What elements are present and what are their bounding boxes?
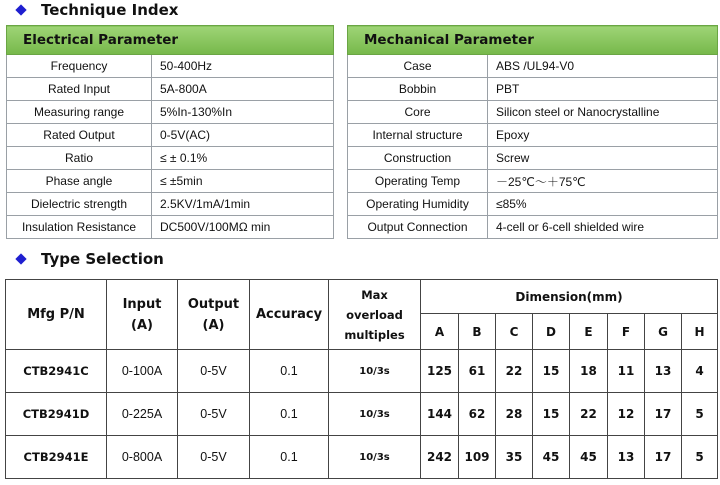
param-value: ABS /UL94-V0 <box>488 55 718 78</box>
param-label: Construction <box>348 147 488 170</box>
table-row <box>348 170 718 193</box>
param-label: Operating Temp <box>348 170 488 193</box>
table-row <box>348 124 718 147</box>
type-selection-title-text: Type Selection <box>41 250 164 268</box>
param-value: ≤ ± 0.1% <box>152 147 334 170</box>
table-row <box>7 216 334 239</box>
table-row <box>348 147 718 170</box>
param-value: DC500V/100MΩ min <box>152 216 334 239</box>
dimension-value: 5 <box>682 436 718 479</box>
accuracy-header: Accuracy <box>250 280 329 350</box>
dimension-value: 17 <box>645 436 682 479</box>
accuracy-value: 0.1 <box>250 393 329 436</box>
accuracy-value: 0.1 <box>250 436 329 479</box>
table-row <box>348 216 718 239</box>
output-header: Output (A) <box>178 280 250 350</box>
param-label: Case <box>348 55 488 78</box>
dimension-letter: E <box>570 314 608 350</box>
param-label: Core <box>348 101 488 124</box>
type-selection-title <box>14 249 164 269</box>
param-value: 0-5V(AC) <box>152 124 334 147</box>
dimension-value: 13 <box>645 350 682 393</box>
param-label: Output Connection <box>348 216 488 239</box>
dimension-value: 22 <box>496 350 533 393</box>
dimension-value: 12 <box>608 393 645 436</box>
dimension-value: 61 <box>459 350 496 393</box>
dimension-value: 242 <box>421 436 459 479</box>
output-value: 0-5V <box>178 393 250 436</box>
type-selection-table <box>5 279 718 479</box>
mfg-pn-header: Mfg P/N <box>6 280 107 350</box>
param-label: Rated Input <box>7 78 152 101</box>
table-row <box>348 78 718 101</box>
table-row <box>6 350 718 393</box>
dimension-value: 4 <box>682 350 718 393</box>
diamond-bullet-icon <box>15 4 26 15</box>
dimension-value: 11 <box>608 350 645 393</box>
param-value: Epoxy <box>488 124 718 147</box>
dimension-value: 45 <box>570 436 608 479</box>
part-number: CTB2941E <box>6 436 107 479</box>
diamond-bullet-icon <box>15 253 26 264</box>
dimension-letter: G <box>645 314 682 350</box>
accuracy-value: 0.1 <box>250 350 329 393</box>
param-value: 2.5KV/1mA/1min <box>152 193 334 216</box>
table-row <box>6 436 718 479</box>
param-label: Phase angle <box>7 170 152 193</box>
overload-header: Max overload multiples <box>329 280 421 350</box>
dimension-value: 18 <box>570 350 608 393</box>
param-value: －25℃～＋75℃ <box>488 170 718 193</box>
dimension-value: 5 <box>682 393 718 436</box>
param-label: Dielectric strength <box>7 193 152 216</box>
dimension-value: 144 <box>421 393 459 436</box>
dimension-value: 125 <box>421 350 459 393</box>
electrical-parameter-header: Electrical Parameter <box>7 26 334 55</box>
param-value: Screw <box>488 147 718 170</box>
table-row <box>348 101 718 124</box>
table-row <box>7 78 334 101</box>
param-value: ≤85% <box>488 193 718 216</box>
param-label: Rated Output <box>7 124 152 147</box>
dimension-value: 28 <box>496 393 533 436</box>
dimension-value: 15 <box>533 350 570 393</box>
param-label: Measuring range <box>7 101 152 124</box>
input-value: 0-800A <box>107 436 178 479</box>
param-value: ≤ ±5min <box>152 170 334 193</box>
technique-index-title <box>14 0 178 20</box>
param-label: Operating Humidity <box>348 193 488 216</box>
table-row <box>7 55 334 78</box>
param-label: Ratio <box>7 147 152 170</box>
overload-value: 10/3s <box>329 350 421 393</box>
output-value: 0-5V <box>178 436 250 479</box>
dimension-value: 15 <box>533 393 570 436</box>
param-value: 5A-800A <box>152 78 334 101</box>
technique-index-title-text: Technique Index <box>41 1 179 19</box>
dimension-letter: D <box>533 314 570 350</box>
input-header: Input (A) <box>107 280 178 350</box>
table-row <box>7 147 334 170</box>
table-row <box>7 101 334 124</box>
param-value: 50-400Hz <box>152 55 334 78</box>
input-value: 0-100A <box>107 350 178 393</box>
dimension-letter: H <box>682 314 718 350</box>
dimension-value: 62 <box>459 393 496 436</box>
param-label: Internal structure <box>348 124 488 147</box>
param-value: PBT <box>488 78 718 101</box>
overload-value: 10/3s <box>329 436 421 479</box>
output-value: 0-5V <box>178 350 250 393</box>
dimension-value: 22 <box>570 393 608 436</box>
dimension-letter: C <box>496 314 533 350</box>
param-value: 4-cell or 6-cell shielded wire <box>488 216 718 239</box>
table-row <box>6 393 718 436</box>
part-number: CTB2941C <box>6 350 107 393</box>
part-number: CTB2941D <box>6 393 107 436</box>
param-label: Insulation Resistance <box>7 216 152 239</box>
table-row <box>348 55 718 78</box>
param-label: Frequency <box>7 55 152 78</box>
dimension-value: 35 <box>496 436 533 479</box>
dimension-letter: A <box>421 314 459 350</box>
mechanical-parameter-table <box>347 25 718 239</box>
dimension-value: 109 <box>459 436 496 479</box>
dimension-header: Dimension(mm) <box>421 280 718 314</box>
table-row <box>7 193 334 216</box>
table-row <box>7 124 334 147</box>
param-label: Bobbin <box>348 78 488 101</box>
param-value: 5%In-130%In <box>152 101 334 124</box>
mechanical-parameter-header: Mechanical Parameter <box>348 26 718 55</box>
dimension-letter: B <box>459 314 496 350</box>
dimension-value: 13 <box>608 436 645 479</box>
table-row <box>7 170 334 193</box>
electrical-parameter-table <box>6 25 334 239</box>
overload-value: 10/3s <box>329 393 421 436</box>
dimension-value: 17 <box>645 393 682 436</box>
input-value: 0-225A <box>107 393 178 436</box>
dimension-value: 45 <box>533 436 570 479</box>
table-row <box>348 193 718 216</box>
param-value: Silicon steel or Nanocrystalline <box>488 101 718 124</box>
dimension-letter: F <box>608 314 645 350</box>
